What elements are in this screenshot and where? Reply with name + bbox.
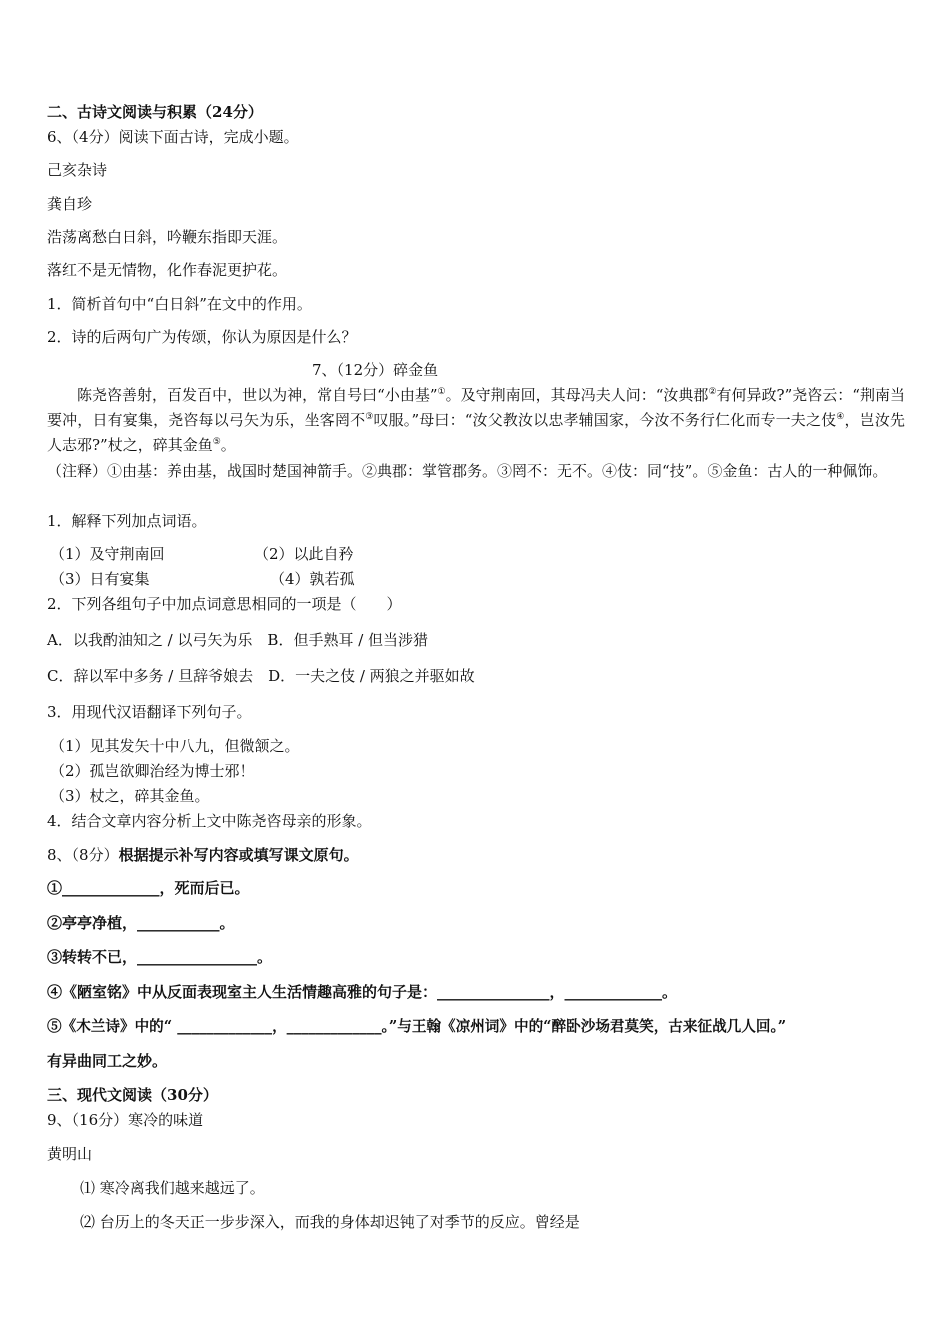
q7-sub-1-item-1: （1）及守荆南回 <box>50 545 165 563</box>
q6-sub-2: 2．诗的后两句广为传颂，你认为原因是什么？ <box>47 328 357 346</box>
footnote-mark: ② <box>708 387 717 397</box>
section-heading-classical: 二、古诗文阅读与积累（24分） <box>47 103 263 121</box>
q8-line-6: 有异曲同工之妙。 <box>47 1052 168 1070</box>
q6-prompt: 6、（4分）阅读下面古诗，完成小题。 <box>47 128 299 146</box>
q7-sub-2-options-cd: C．辞以军中多务 / 旦辞爷娘去 D．一夫之伎 / 两狼之并驱如故 <box>47 667 475 685</box>
poem-line-1: 浩荡离愁白日斜，吟鞭东指即天涯。 <box>47 228 288 246</box>
footnote-mark: ⑤ <box>212 437 221 447</box>
q7-notes: （注释）①由基：养由基，战国时楚国神箭手。②典郡：掌管郡务。③罔不：无不。④伎：同“技”。⑤金鱼：古人的一种佩饰。 <box>47 462 888 480</box>
q9-paragraph-1: ⑴ 寒冷离我们越来越远了。 <box>80 1179 265 1197</box>
q8-line-5: ⑤《木兰诗》中的“ _____________，_____________。”与王翰《凉州词》中的“醉卧沙场君莫笑，古来征战几人回。” <box>47 1018 787 1035</box>
footnote-mark: ① <box>437 387 446 397</box>
footnote-mark: ④ <box>836 412 845 422</box>
q8-line-4: ④《陋室铭》中从反面表现室主人生活情趣高雅的句子是：_______________，_____________。 <box>47 983 678 1001</box>
q7-title: 7、（12分）碎金鱼 <box>312 361 439 379</box>
q7-passage-part: 陈尧咨善射，百发百中，世以为神，常自号曰“小由基” <box>77 386 438 404</box>
q7-sub-1-item-2: （2）以此自矜 <box>254 545 354 563</box>
q7-passage-part: ，岂汝先人志邪?”杖之，碎其金鱼 <box>47 411 905 454</box>
q7-passage-part: 。及守荆南回，其母冯夫人问：“汝典郡 <box>445 386 709 404</box>
poem-author: 龚自珍 <box>47 195 93 213</box>
q7-sub-1: 1．解释下列加点词语。 <box>47 512 207 530</box>
q6-sub-1: 1．简析首句中“白日斜”在文中的作用。 <box>47 295 312 313</box>
q8-line-3: ③转转不已，________________。 <box>47 948 273 966</box>
q8-line-1: ①_____________，死而后已。 <box>47 879 250 897</box>
q7-sub-3-item-3: （3）杖之，碎其金鱼。 <box>50 787 210 805</box>
q7-sub-1-item-4: （4）孰若孤 <box>270 570 355 588</box>
q7-passage-part: 。 <box>220 436 236 454</box>
q8-prompt-text: 根据提示补写内容或填写课文原句。 <box>118 846 359 864</box>
q8-prompt-score: 8、（8分） <box>47 846 119 864</box>
section-heading-modern: 三、现代文阅读（30分） <box>47 1086 218 1104</box>
q8-prompt <box>47 846 359 864</box>
poem-title: 己亥杂诗 <box>47 161 108 179</box>
q9-title: 9、（16分）寒冷的味道 <box>47 1111 204 1129</box>
q7-sub-3: 3．用现代汉语翻译下列句子。 <box>47 703 252 721</box>
q7-sub-1-item-3: （3）日有宴集 <box>50 570 150 588</box>
q7-sub-2: 2．下列各组句子中加点词意思相同的一项是（ ） <box>47 595 402 613</box>
q7-sub-2-options-ab: A．以我酌油知之 / 以弓矢为乐 B．但手熟耳 / 但当涉猎 <box>47 631 429 649</box>
q7-passage <box>47 383 905 458</box>
q8-line-2: ②亭亭净植，___________。 <box>47 914 235 932</box>
q7-sub-4: 4．结合文章内容分析上文中陈尧咨母亲的形象。 <box>47 812 372 830</box>
q7-sub-3-item-1: （1）见其发矢十中八九，但微颔之。 <box>50 737 300 755</box>
q9-paragraph-2: ⑵ 台历上的冬天正一步步深入，而我的身体却迟钝了对季节的反应。曾经是 <box>80 1213 580 1231</box>
q9-author: 黄明山 <box>47 1145 93 1163</box>
q7-passage-part: 叹服。”母曰：“汝父教汝以忠孝辅国家，今汝不务行仁化而专一夫之伎 <box>373 411 837 429</box>
q7-sub-3-item-2: （2）孤岂欲卿治经为博士邪！ <box>50 762 255 780</box>
footnote-mark: ③ <box>365 412 374 422</box>
poem-line-2: 落红不是无情物，化作春泥更护花。 <box>47 261 288 279</box>
q7-passage-part: 有何异政?”尧咨云：“荆南当要冲，日有宴集，尧咨每以弓矢为乐，坐客罔不 <box>47 386 905 429</box>
